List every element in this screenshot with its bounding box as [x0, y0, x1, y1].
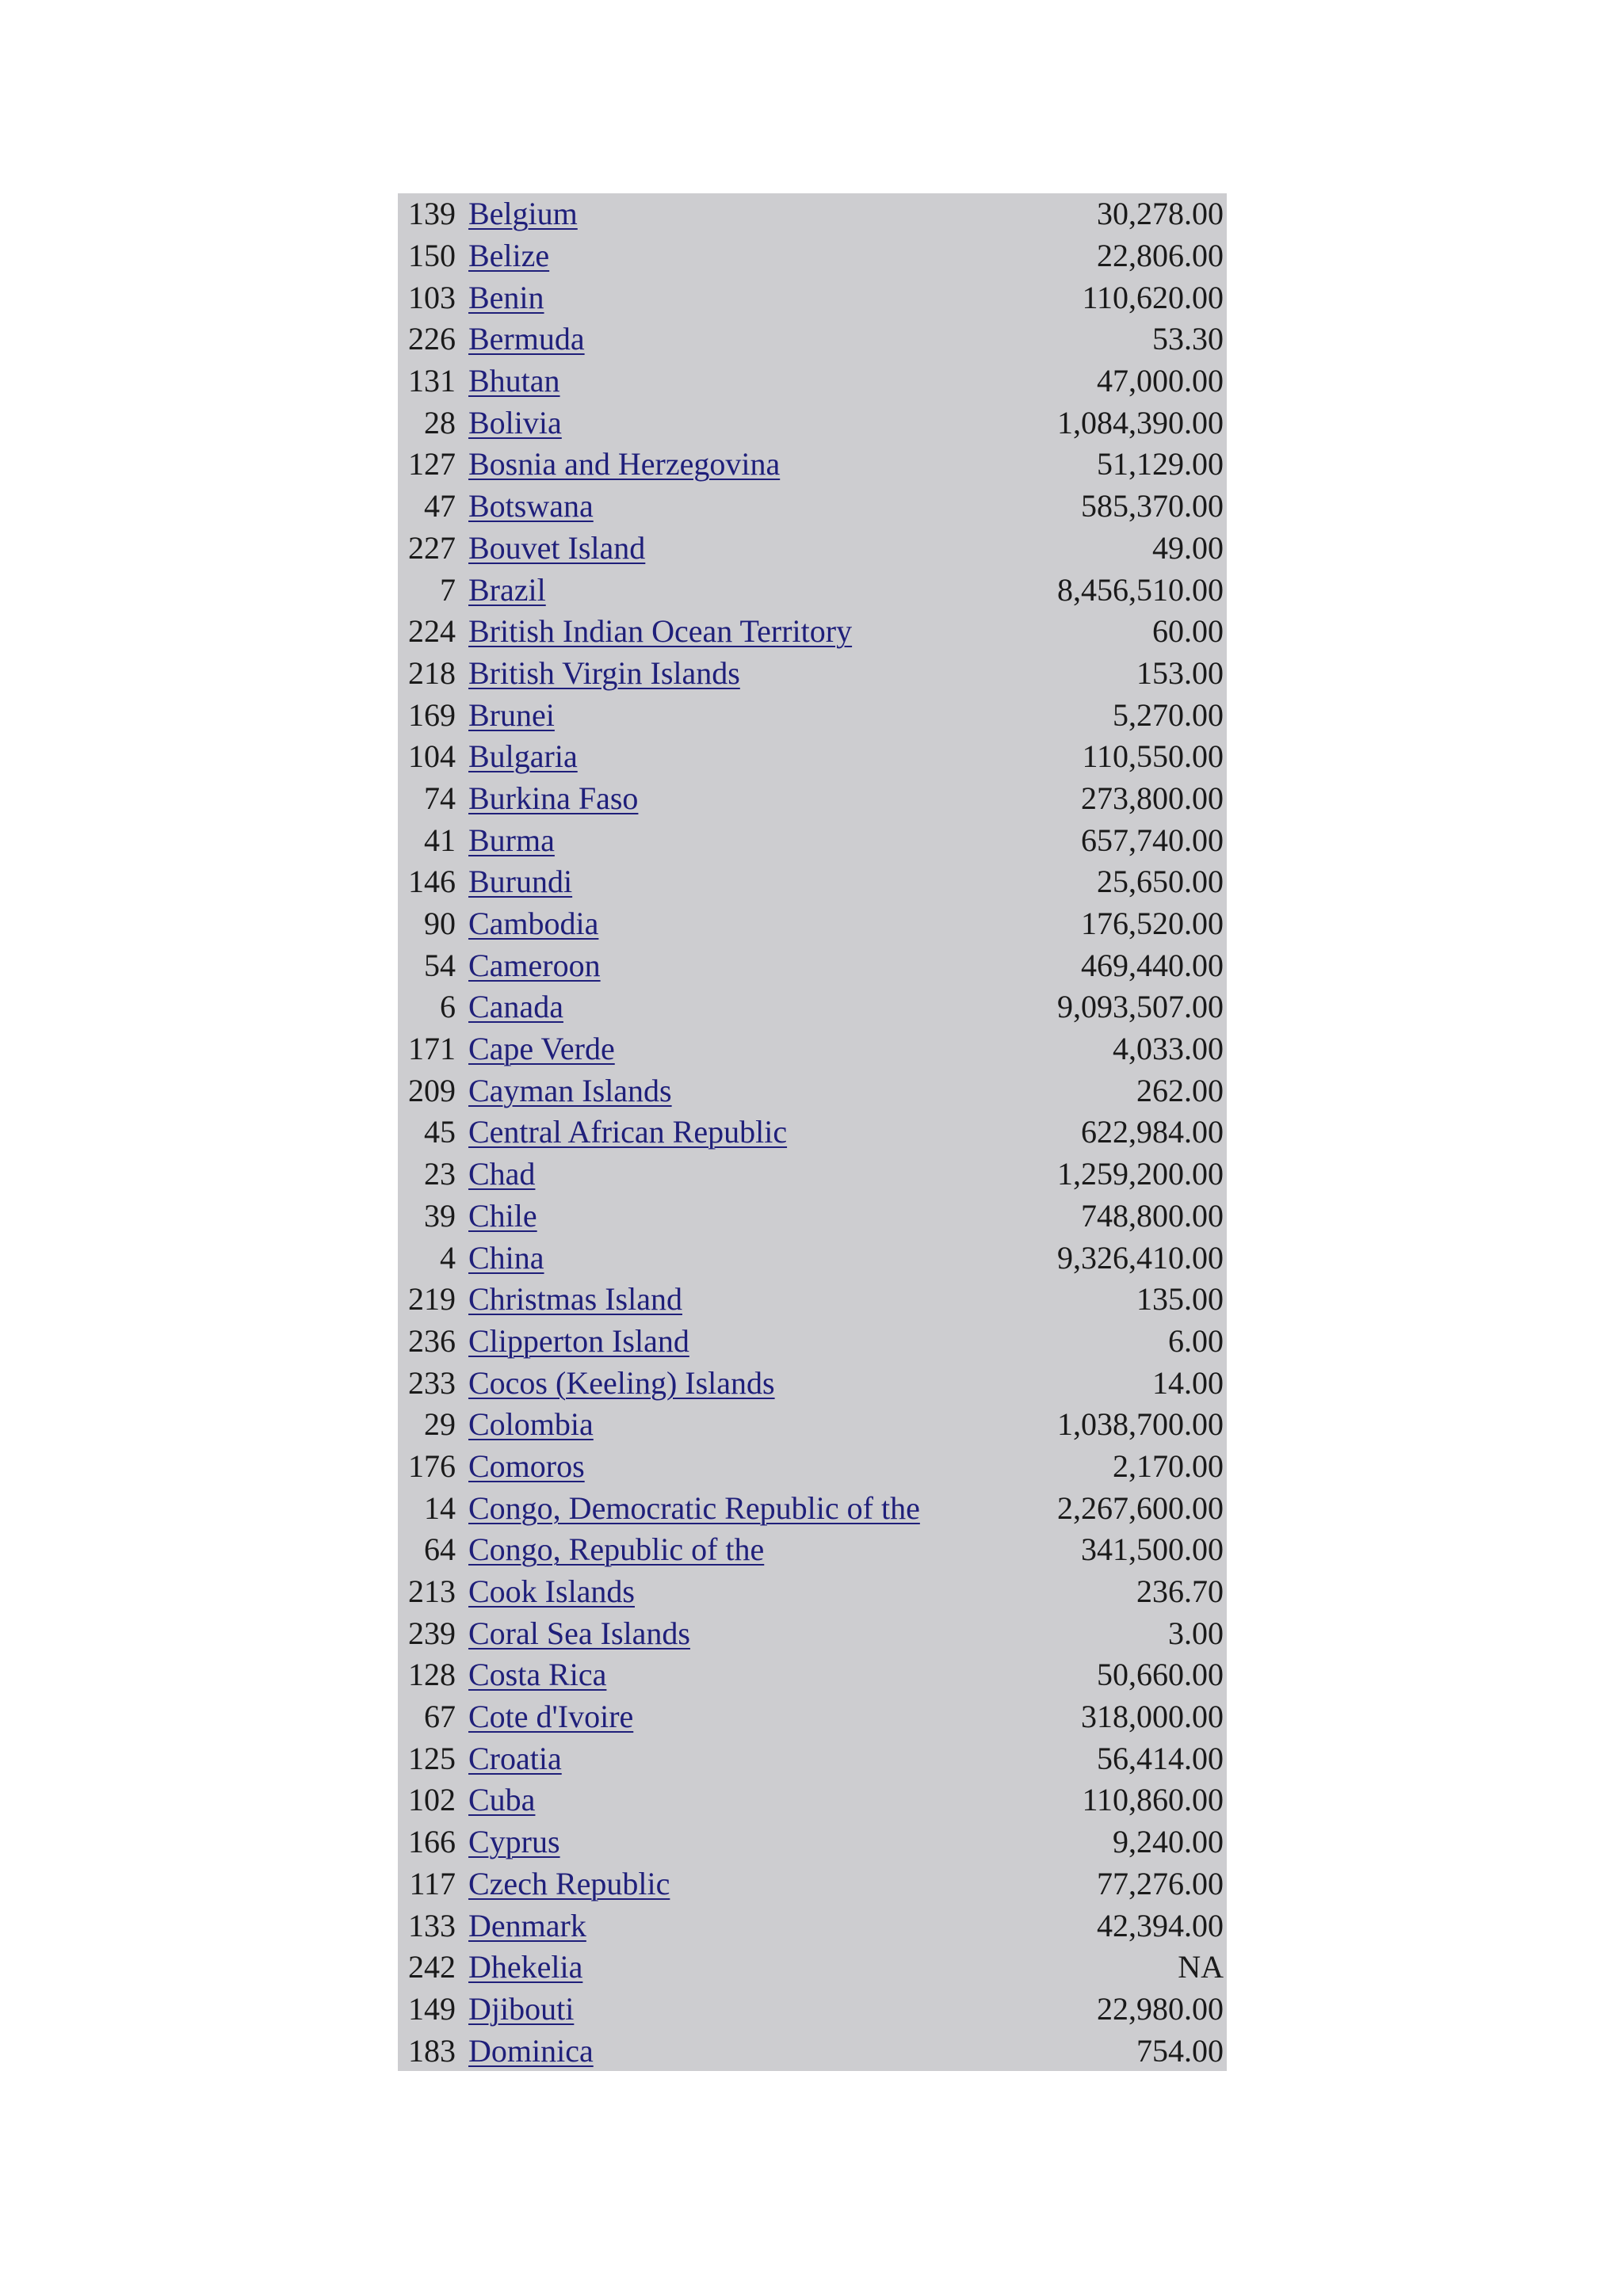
rank-cell: 102	[408, 1782, 456, 1818]
country-link[interactable]: Bulgaria	[468, 738, 578, 775]
rank-cell: 233	[408, 1364, 456, 1401]
rank-cell: 239	[408, 1615, 456, 1651]
area-cell: 30,278.00	[1097, 196, 1224, 232]
country-link[interactable]: British Indian Ocean Territory	[468, 613, 853, 650]
table-row	[398, 944, 1227, 986]
country-link[interactable]: Bhutan	[468, 363, 560, 399]
country-link[interactable]: Burma	[468, 822, 555, 858]
table-row	[398, 569, 1227, 611]
rank-cell: 133	[408, 1907, 456, 1943]
table-row	[398, 1529, 1227, 1571]
table-row	[398, 1196, 1227, 1238]
area-cell: 47,000.00	[1097, 363, 1224, 399]
rank-cell: 90	[424, 906, 456, 942]
table-row	[398, 360, 1227, 402]
table-row	[398, 694, 1227, 736]
area-cell: 9,093,507.00	[1057, 989, 1224, 1025]
area-cell: 49.00	[1152, 529, 1224, 566]
area-cell: 657,740.00	[1081, 822, 1224, 858]
country-link[interactable]: Chile	[468, 1197, 537, 1234]
country-link[interactable]: Colombia	[468, 1406, 594, 1443]
country-link[interactable]: Czech Republic	[468, 1865, 670, 1901]
area-cell: 8,456,510.00	[1057, 571, 1224, 608]
country-link[interactable]: Cameroon	[468, 947, 601, 983]
rank-cell: 103	[408, 279, 456, 315]
rank-cell: 219	[408, 1281, 456, 1318]
table-row	[398, 1112, 1227, 1154]
area-cell: 1,038,700.00	[1057, 1406, 1224, 1443]
area-cell: 469,440.00	[1081, 947, 1224, 983]
table-row	[398, 528, 1227, 570]
country-link[interactable]: Brazil	[468, 571, 546, 608]
area-cell: 2,267,600.00	[1057, 1489, 1224, 1526]
table-row	[398, 736, 1227, 778]
area-cell: 5,270.00	[1113, 696, 1224, 733]
country-link[interactable]: Dhekelia	[468, 1949, 583, 1985]
table-row	[398, 1154, 1227, 1196]
area-cell: 77,276.00	[1097, 1865, 1224, 1901]
area-cell: 22,806.00	[1097, 238, 1224, 274]
area-cell: 262.00	[1136, 1072, 1224, 1108]
area-cell: 135.00	[1136, 1281, 1224, 1318]
table-row	[398, 611, 1227, 653]
country-link[interactable]: Bosnia and Herzegovina	[468, 446, 781, 482]
rank-cell: 47	[424, 488, 456, 524]
table-row	[398, 986, 1227, 1028]
country-link[interactable]: Bolivia	[468, 404, 562, 441]
rank-cell: 183	[408, 2032, 456, 2069]
table-row	[398, 861, 1227, 903]
country-link[interactable]: Cyprus	[468, 1824, 560, 1860]
country-link[interactable]: British Virgin Islands	[468, 654, 740, 691]
country-link[interactable]: Congo, Republic of the	[468, 1531, 765, 1568]
area-cell: 25,650.00	[1097, 864, 1224, 900]
rank-cell: 54	[424, 947, 456, 983]
table-row	[398, 1863, 1227, 1905]
table-row	[398, 193, 1227, 235]
rank-cell: 171	[408, 1031, 456, 1067]
rank-cell: 150	[408, 238, 456, 274]
country-link[interactable]: Central African Republic	[468, 1114, 788, 1150]
country-link[interactable]: China	[468, 1239, 544, 1276]
table-row	[398, 1321, 1227, 1363]
country-link[interactable]: Benin	[468, 279, 544, 315]
country-link[interactable]: Belgium	[468, 196, 578, 232]
rank-cell: 29	[424, 1406, 456, 1443]
table-row	[398, 235, 1227, 277]
country-link[interactable]: Clipperton Island	[468, 1322, 689, 1359]
table-row	[398, 1487, 1227, 1529]
table-row	[398, 1947, 1227, 1989]
country-link[interactable]: Brunei	[468, 696, 555, 733]
rank-cell: 131	[408, 363, 456, 399]
table-row	[398, 1446, 1227, 1488]
area-cell: 9,240.00	[1113, 1824, 1224, 1860]
country-link[interactable]: Burundi	[468, 864, 573, 900]
area-cell: 4,033.00	[1113, 1031, 1224, 1067]
rank-cell: 45	[424, 1114, 456, 1150]
rank-cell: 236	[408, 1322, 456, 1359]
rank-cell: 213	[408, 1573, 456, 1610]
table-row	[398, 1571, 1227, 1613]
area-cell: 51,129.00	[1097, 446, 1224, 482]
table-row	[398, 486, 1227, 528]
country-link[interactable]: Canada	[468, 989, 563, 1025]
rank-cell: 39	[424, 1197, 456, 1234]
table-row	[398, 1654, 1227, 1696]
rank-cell: 41	[424, 822, 456, 858]
country-link[interactable]: Djibouti	[468, 1990, 575, 2027]
table-row	[398, 1279, 1227, 1321]
area-cell: 622,984.00	[1081, 1114, 1224, 1150]
table-row	[398, 318, 1227, 360]
table-row	[398, 1070, 1227, 1112]
area-cell: 6.00	[1168, 1322, 1224, 1359]
area-cell: 748,800.00	[1081, 1197, 1224, 1234]
country-area-table	[398, 193, 1227, 2071]
table-row	[398, 1612, 1227, 1654]
country-link[interactable]: Cape Verde	[468, 1031, 615, 1067]
area-cell: 110,550.00	[1082, 738, 1224, 775]
country-link[interactable]: Botswana	[468, 488, 594, 524]
country-link[interactable]: Cambodia	[468, 906, 599, 942]
area-cell: 176,520.00	[1081, 906, 1224, 942]
area-cell: 1,084,390.00	[1057, 404, 1224, 441]
country-link[interactable]: Comoros	[468, 1447, 585, 1484]
area-cell: 53.30	[1152, 321, 1224, 357]
area-cell: 50,660.00	[1097, 1657, 1224, 1693]
country-link[interactable]: Dominica	[468, 2032, 594, 2069]
country-link[interactable]: Cocos (Keeling) Islands	[468, 1364, 775, 1401]
country-link[interactable]: Coral Sea Islands	[468, 1615, 690, 1651]
country-link[interactable]: Christmas Island	[468, 1281, 682, 1318]
country-link[interactable]: Costa Rica	[468, 1657, 607, 1693]
rank-cell: 6	[440, 989, 456, 1025]
table-row	[398, 1821, 1227, 1863]
table-row	[398, 2030, 1227, 2072]
country-link[interactable]: Bermuda	[468, 321, 585, 357]
table-row	[398, 903, 1227, 945]
table-row	[398, 277, 1227, 318]
area-cell: 110,620.00	[1082, 279, 1224, 315]
table-row	[398, 1237, 1227, 1279]
table-row	[398, 778, 1227, 820]
rank-cell: 209	[408, 1072, 456, 1108]
rank-cell: 117	[409, 1865, 456, 1901]
rank-cell: 23	[424, 1156, 456, 1192]
rank-cell: 242	[408, 1949, 456, 1985]
table-row	[398, 1404, 1227, 1446]
country-link[interactable]: Denmark	[468, 1907, 586, 1943]
area-cell: 42,394.00	[1097, 1907, 1224, 1943]
rank-cell: 104	[408, 738, 456, 775]
area-cell: 153.00	[1136, 654, 1224, 691]
country-link[interactable]: Congo, Democratic Republic of the	[468, 1489, 920, 1526]
table-row	[398, 1362, 1227, 1404]
country-link[interactable]: Burkina Faso	[468, 780, 639, 816]
area-cell: 2,170.00	[1113, 1447, 1224, 1484]
rank-cell: 67	[424, 1699, 456, 1735]
rank-cell: 74	[424, 780, 456, 816]
country-link[interactable]: Croatia	[468, 1740, 562, 1776]
rank-cell: 166	[408, 1824, 456, 1860]
table-row	[398, 653, 1227, 695]
rank-cell: 218	[408, 654, 456, 691]
area-cell: 585,370.00	[1081, 488, 1224, 524]
area-cell: 341,500.00	[1081, 1531, 1224, 1568]
country-link[interactable]: Cook Islands	[468, 1573, 635, 1610]
area-cell: 1,259,200.00	[1057, 1156, 1224, 1192]
table-row	[398, 1905, 1227, 1947]
area-cell: 9,326,410.00	[1057, 1239, 1224, 1276]
area-cell: 56,414.00	[1097, 1740, 1224, 1776]
area-cell: 3.00	[1168, 1615, 1224, 1651]
rank-cell: 146	[408, 864, 456, 900]
area-cell: 318,000.00	[1081, 1699, 1224, 1735]
rank-cell: 125	[408, 1740, 456, 1776]
table-row	[398, 402, 1227, 444]
rank-cell: 128	[408, 1657, 456, 1693]
area-cell: 60.00	[1152, 613, 1224, 650]
rank-cell: 149	[408, 1990, 456, 2027]
rank-cell: 176	[408, 1447, 456, 1484]
area-cell: 236.70	[1136, 1573, 1224, 1610]
rank-cell: 14	[424, 1489, 456, 1526]
rank-cell: 28	[424, 404, 456, 441]
area-cell: 14.00	[1152, 1364, 1224, 1401]
rank-cell: 227	[408, 529, 456, 566]
rank-cell: 7	[440, 571, 456, 608]
area-cell: 22,980.00	[1097, 1990, 1224, 2027]
country-link[interactable]: Bouvet Island	[468, 529, 646, 566]
country-link[interactable]: Belize	[468, 238, 550, 274]
table-row	[398, 1737, 1227, 1779]
country-link[interactable]: Cayman Islands	[468, 1072, 672, 1108]
rank-cell: 127	[408, 446, 456, 482]
country-link[interactable]: Cote d'Ivoire	[468, 1699, 634, 1735]
area-cell: NA	[1178, 1949, 1224, 1985]
table-row	[398, 444, 1227, 486]
rank-cell: 4	[440, 1239, 456, 1276]
rank-cell: 226	[408, 321, 456, 357]
table-row	[398, 1028, 1227, 1070]
table-row	[398, 1779, 1227, 1821]
table-row	[398, 1696, 1227, 1738]
area-cell: 110,860.00	[1082, 1782, 1224, 1818]
table-row	[398, 819, 1227, 861]
rank-cell: 224	[408, 613, 456, 650]
area-cell: 754.00	[1136, 2032, 1224, 2069]
area-cell: 273,800.00	[1081, 780, 1224, 816]
table-row	[398, 1989, 1227, 2031]
rank-cell: 169	[408, 696, 456, 733]
rank-cell: 64	[424, 1531, 456, 1568]
rank-cell: 139	[408, 196, 456, 232]
country-link[interactable]: Cuba	[468, 1782, 536, 1818]
country-link[interactable]: Chad	[468, 1156, 536, 1192]
